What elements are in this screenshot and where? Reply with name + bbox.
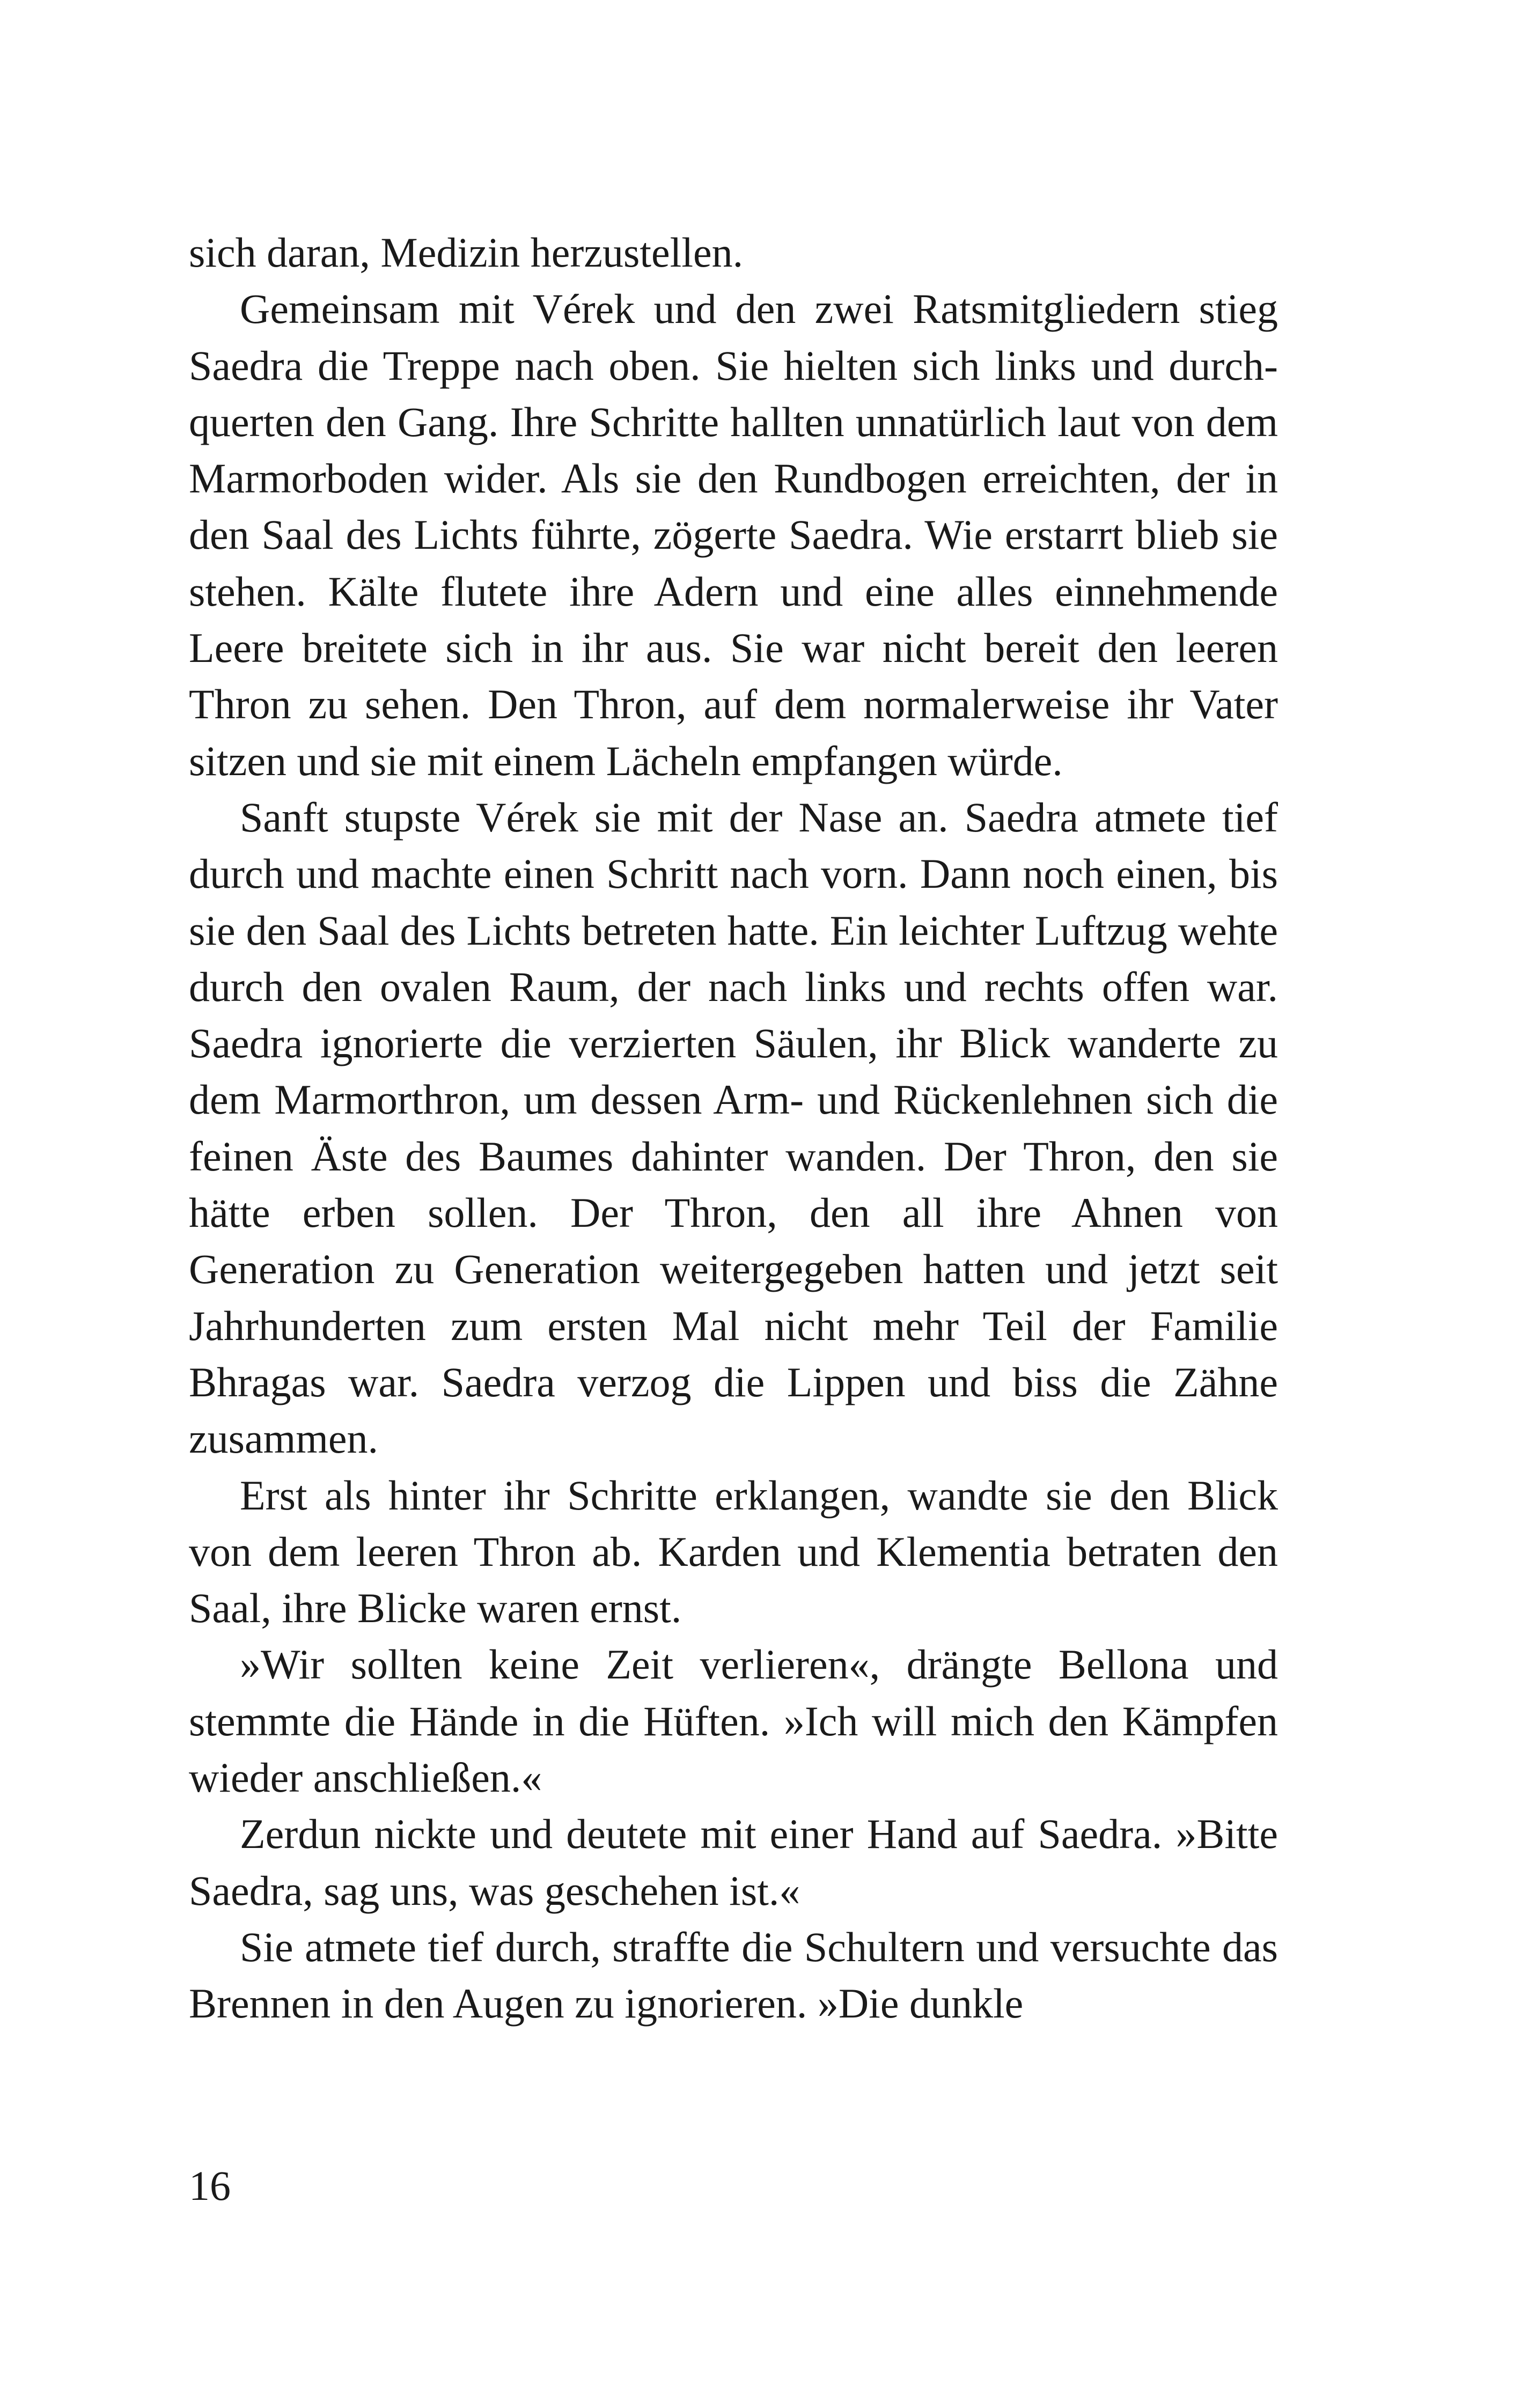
paragraph: Zerdun nickte und deutete mit einer Hand auf Saedra. »Bitte Saedra, sag uns, was geschehen ist.«: [189, 1810, 1278, 1914]
page-number: 16: [189, 2162, 231, 2209]
paragraph: Gemeinsam mit Vérek und den zwei Ratsmitgliedern stieg Saedra die Treppe nach oben. Sie hielten sich links und durchquerten den Gang. Ihre Schritte hallten unnatürlich laut von dem Marmorboden wider. Als sie den Rundbogen erreichten, der in den Saal des Lichts führte, zögerte Saedra. Wie erstarrt blieb sie stehen. Kälte flutete ihre Adern und eine alles einnehmende Leere breitete sich in ihr aus. Sie war nicht bereit den leeren Thron zu sehen. Den Thron, auf dem normalerweise ihr Vater sitzen und sie mit einem Lächeln empfangen würde.: [189, 285, 1278, 784]
paragraph-last: Sie atmete tief durch, straffte die Schultern und versuchte das Brennen in den Augen zu ignorieren. »Die dunkle: [189, 1923, 1278, 2027]
paragraph: »Wir sollten keine Zeit verlieren«, drängte Bellona und stemmte die Hände in die Hüften. »Ich will mich den Kämpfen wieder anschließen.«: [189, 1641, 1278, 1801]
paragraph-continuation: sich daran, Medizin herzustellen.: [189, 229, 744, 276]
paragraph: Sanft stupste Vérek sie mit der Nase an. Saedra atmete tief durch und machte einen Schritt nach vorn. Dann noch einen, bis sie den Saal des Lichts betreten hatte. Ein leichter Luftzug wehte durch den ovalen Raum, der nach links und rechts offen war. Saedra ignorierte die verzierten Säulen, ihr Blick wanderte zu dem Marmorthron, um dessen Arm- und Rückenlehnen sich die feinen Äste des Baumes dahinter wanden. Der Thron, den sie hätte erben sollen. Der Thron, den all ihre Ahnen von Generation zu Generation weitergegeben hatten und jetzt seit Jahrhunderten zum ersten Mal nicht mehr Teil der Familie Bhragas war. Saedra verzog die Lippen und biss die Zähne zusammen.: [189, 793, 1278, 1462]
paragraph: Erst als hinter ihr Schritte erklangen, wandte sie den Blick von dem leeren Thron ab. Karden und Klementia betraten den Saal, ihre Blicke waren ernst.: [189, 1471, 1278, 1632]
body-text: [189, 224, 1278, 2032]
